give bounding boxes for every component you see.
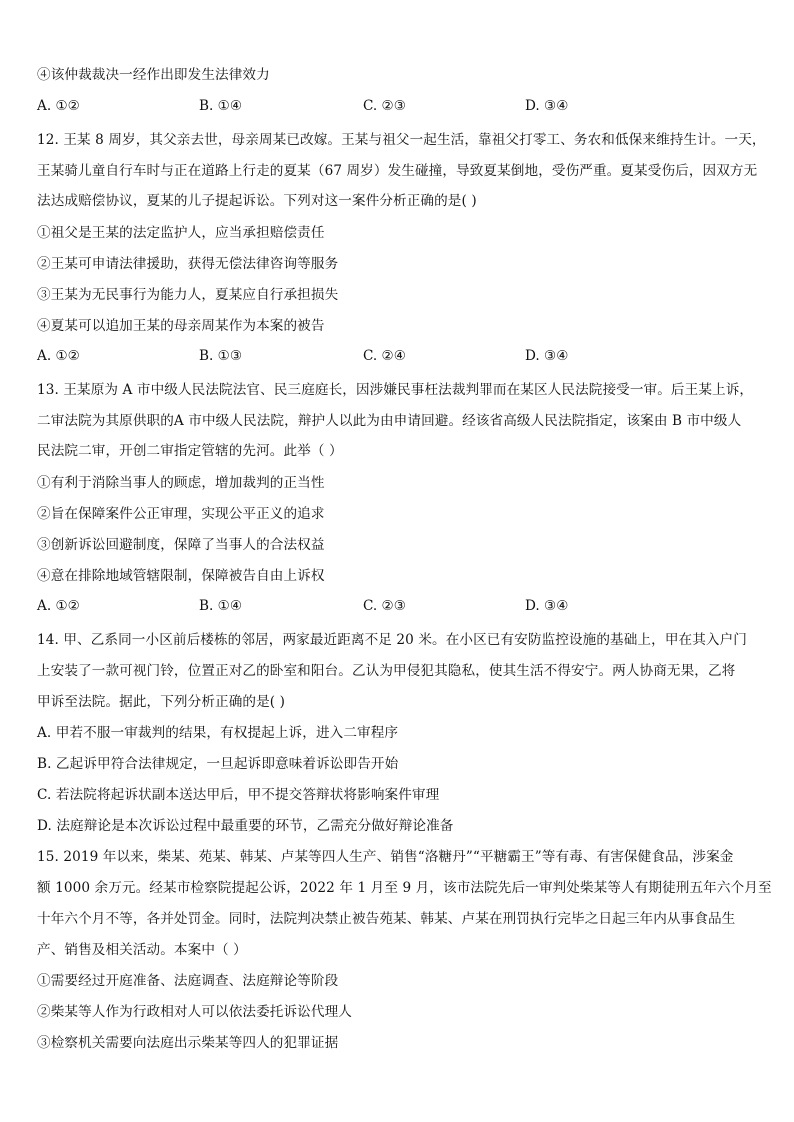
answer-options	[37, 97, 757, 115]
option-b: B. ①④	[199, 598, 243, 614]
question-15-stem: 15. 2019 年以来，柴某、苑某、韩某、卢某等四人生产、销售“洛糖丹”“平糖霸王”等有毒、有害保健食品，涉案金	[37, 849, 734, 865]
answer-options	[37, 347, 757, 365]
option-b: B. ①④	[199, 98, 243, 114]
answer-options	[37, 597, 757, 615]
option-d: D. ③④	[525, 98, 569, 114]
statement-item: ③创新诉讼回避制度，保障了当事人的合法权益	[37, 537, 325, 553]
question-13-stem: 13. 王某原为 A 市中级人民法院法官、民三庭庭长，因涉嫌民事枉法裁判罪而在某区人民法院接受一审。后王某上诉，	[37, 382, 754, 398]
option-b: B. ①③	[199, 348, 243, 364]
statement-item: ②王某可申请法律援助，获得无偿法律咨询等服务	[37, 256, 339, 272]
question-14-stem: 上安装了一款可视门铃，位置正对乙的卧室和阳台。乙认为甲侵犯其隐私，使其生活不得安宁。两人协商无果，乙将	[37, 663, 736, 679]
question-14-stem: 14. 甲、乙系同一小区前后楼栋的邻居，两家最近距离不足 20 米。在小区已有安防监控设施的基础上，甲在其入户门	[37, 632, 747, 648]
choice-d: D. 法庭辩论是本次诉讼过程中最重要的环节，乙需充分做好辩论准备	[37, 818, 454, 834]
choice-a: A. 甲若不服一审裁判的结果，有权提起上诉，进入二审程序	[37, 725, 399, 741]
question-13-stem: 二审法院为其原供职的A 市中级人民法院，辩护人以此为由申请回避。经该省高级人民法院指定，该案由 B 市中级人	[37, 413, 742, 429]
question-15-stem: 额 1000 余万元。经某市检察院提起公诉，2022 年 1 月至 9 月，该市法院先后一审判处柴某等人有期徒刑五年六个月至	[37, 880, 772, 896]
statement-item: ②旨在保障案件公正审理，实现公平正义的追求	[37, 506, 325, 522]
statement-item: ①有利于消除当事人的顾虑，增加裁判的正当性	[37, 475, 325, 491]
option-a: A. ①②	[37, 598, 80, 614]
question-14-stem: 甲诉至法院。据此，下列分析正确的是( )	[37, 694, 286, 710]
statement-item: ①需要经过开庭准备、法庭调查、法庭辩论等阶段	[37, 973, 339, 989]
question-15-stem: 十年六个月不等，各并处罚金。同时，法院判决禁止被告苑某、韩某、卢某在刑罚执行完毕之日起三年内从事食品生	[37, 911, 736, 927]
statement-item: ④意在排除地域管辖限制，保障被告自由上诉权	[37, 568, 325, 584]
option-a: A. ①②	[37, 98, 80, 114]
question-12-stem: 12. 王某 8 周岁，其父亲去世，母亲周某已改嫁。王某与祖父一起生活，靠祖父打零工、务农和低保来维持生计。一天，	[37, 132, 766, 148]
question-13-stem: 民法院二审，开创二审指定管辖的先河。此举（ ）	[37, 443, 343, 459]
choice-b: B. 乙起诉甲符合法律规定，一旦起诉即意味着诉讼即告开始	[37, 756, 399, 772]
question-12-stem: 王某骑儿童自行车时与正在道路上行走的夏某（67 周岁）发生碰撞，导致夏某倒地，受伤严重。夏某受伤后，因双方无	[37, 163, 758, 179]
statement-item: ②柴某等人作为行政相对人可以依法委托诉讼代理人	[37, 1004, 352, 1020]
statement-item: ①祖父是王某的法定监护人，应当承担赔偿责任	[37, 225, 325, 241]
option-d: D. ③④	[525, 348, 569, 364]
question-12-stem: 法达成赔偿协议，夏某的儿子提起诉讼。下列对这一案件分析正确的是( )	[37, 193, 477, 209]
statement-item: ③检察机关需要向法庭出示柴某等四人的犯罪证据	[37, 1035, 339, 1051]
option-a: A. ①②	[37, 348, 80, 364]
option-c: C. ②③	[363, 98, 406, 114]
question-15-stem: 产、销售及相关活动。本案中（ ）	[37, 942, 247, 958]
statement-item: ④夏某可以追加王某的母亲周某作为本案的被告	[37, 318, 325, 334]
choice-c: C. 若法院将起诉状副本送达甲后，甲不提交答辩状将影响案件审理	[37, 787, 440, 803]
statement-item: ④该仲裁裁决一经作出即发生法律效力	[37, 67, 270, 83]
statement-item: ③王某为无民事行为能力人，夏某应自行承担损失	[37, 287, 339, 303]
option-c: C. ②③	[363, 598, 406, 614]
option-c: C. ②④	[363, 348, 406, 364]
option-d: D. ③④	[525, 598, 569, 614]
